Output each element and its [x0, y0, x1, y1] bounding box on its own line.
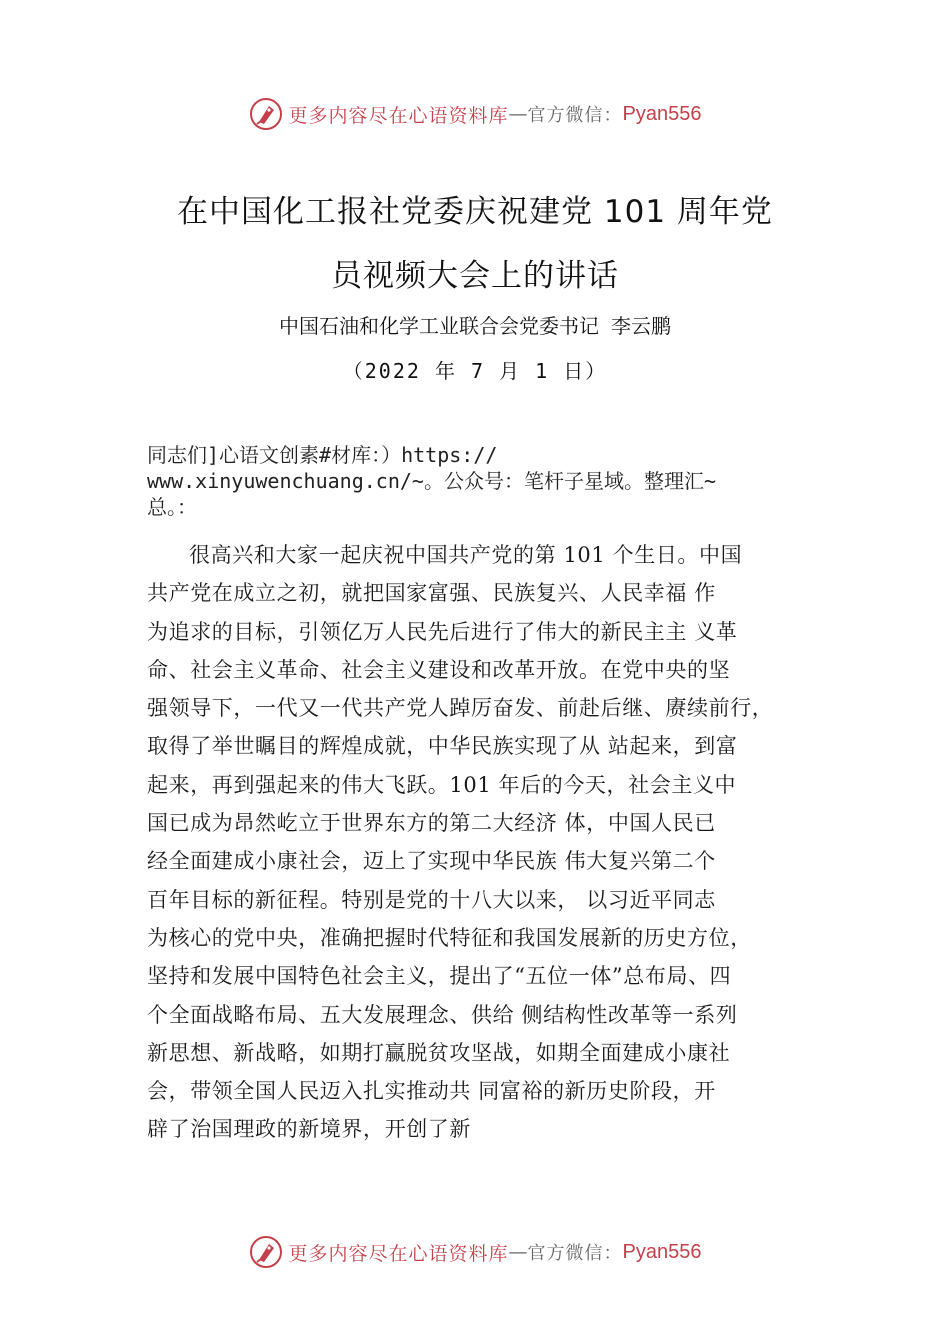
header-banner [0, 94, 950, 134]
document-title-line-1: 在中国化工报社党委庆祝建党 101 周年党 [177, 194, 773, 230]
body-line: 百年目标的新征程。特别是党的十八大以来， 以习近平同志 [147, 887, 716, 912]
body-line: 国已成为昂然屹立于世界东方的第二大经济 体，中国人民已 [147, 811, 716, 836]
greeting-line: 总。： [147, 495, 197, 519]
body-line: 辟了治国理政的新境界，开创了新 [147, 1117, 471, 1142]
body-line: 命、社会主义革命、社会主义建设和改革开放。在党中央的坚 [147, 657, 731, 682]
document-title-line-2: 员视频大会上的讲话 [331, 258, 619, 294]
body-line: 新思想、新战略，如期打赢脱贫攻坚战，如期全面建成小康社 [147, 1040, 731, 1065]
body-line: 为核心的党中央，准确把握时代特征和我国发展新的历史方位， [147, 925, 752, 950]
body-line: 经全面建成小康社会，迈上了实现中华民族 伟大复兴第二个 [147, 849, 716, 874]
document-author: 中国石油和化学工业联合会党委书记 李云鹏 [278, 314, 672, 338]
banner-separator: — [508, 1241, 528, 1263]
body-paragraph [147, 536, 847, 1149]
body-line: 强领导下，一代又一代共产党人踔厉奋发、前赴后继、赓续前行， [147, 696, 774, 721]
document-date: （2022 年 7 月 1 日） [342, 359, 608, 383]
banner-wechat-id: Pyan556 [622, 102, 702, 125]
body-line: 坚持和发展中国特色社会主义，提出了“五位一体”总布局、四 [147, 964, 732, 989]
body-line: 会，带领全国人民迈入扎实推动共 同富裕的新历史阶段，开 [147, 1079, 716, 1104]
footer-banner [0, 1232, 950, 1272]
body-line: 个全面战略布局、五大发展理念、供给 侧结构性改革等一系列 [147, 1002, 738, 1027]
pen-nib-logo-icon [249, 1235, 283, 1269]
body-line: 很高兴和大家一起庆祝中国共产党的第 101 个生日。中国 [189, 543, 743, 567]
banner-wechat-label: 官方微信： [527, 1243, 623, 1264]
banner-text: 更多内容尽在心语资料库 [288, 1242, 509, 1265]
banner-wechat-id: Pyan556 [622, 1240, 702, 1263]
pen-nib-logo-icon [249, 97, 283, 131]
body-line: 起来，再到强起来的伟大飞跃。101 年后的今天，社会主义中 [147, 772, 737, 797]
body-line: 共产党在成立之初，就把国家富强、民族复兴、人民幸福 作 [147, 581, 716, 606]
body-line: 取得了举世瞩目的辉煌成就，中华民族实现了从 站起来，到富 [147, 734, 738, 759]
greeting-block [147, 442, 837, 520]
body-line: 为追求的目标，引领亿万人民先后进行了伟大的新民主主 义革 [147, 619, 738, 644]
banner-text: 更多内容尽在心语资料库 [288, 104, 509, 127]
banner-separator: — [508, 103, 528, 125]
greeting-line: 同志们]心语文创素#材库：）https:// [147, 443, 498, 467]
banner-wechat-label: 官方微信： [527, 105, 623, 126]
greeting-line: www.xinyuwenchuang.cn/~。公众号：笔杆子星域。整理汇~ [147, 469, 716, 493]
